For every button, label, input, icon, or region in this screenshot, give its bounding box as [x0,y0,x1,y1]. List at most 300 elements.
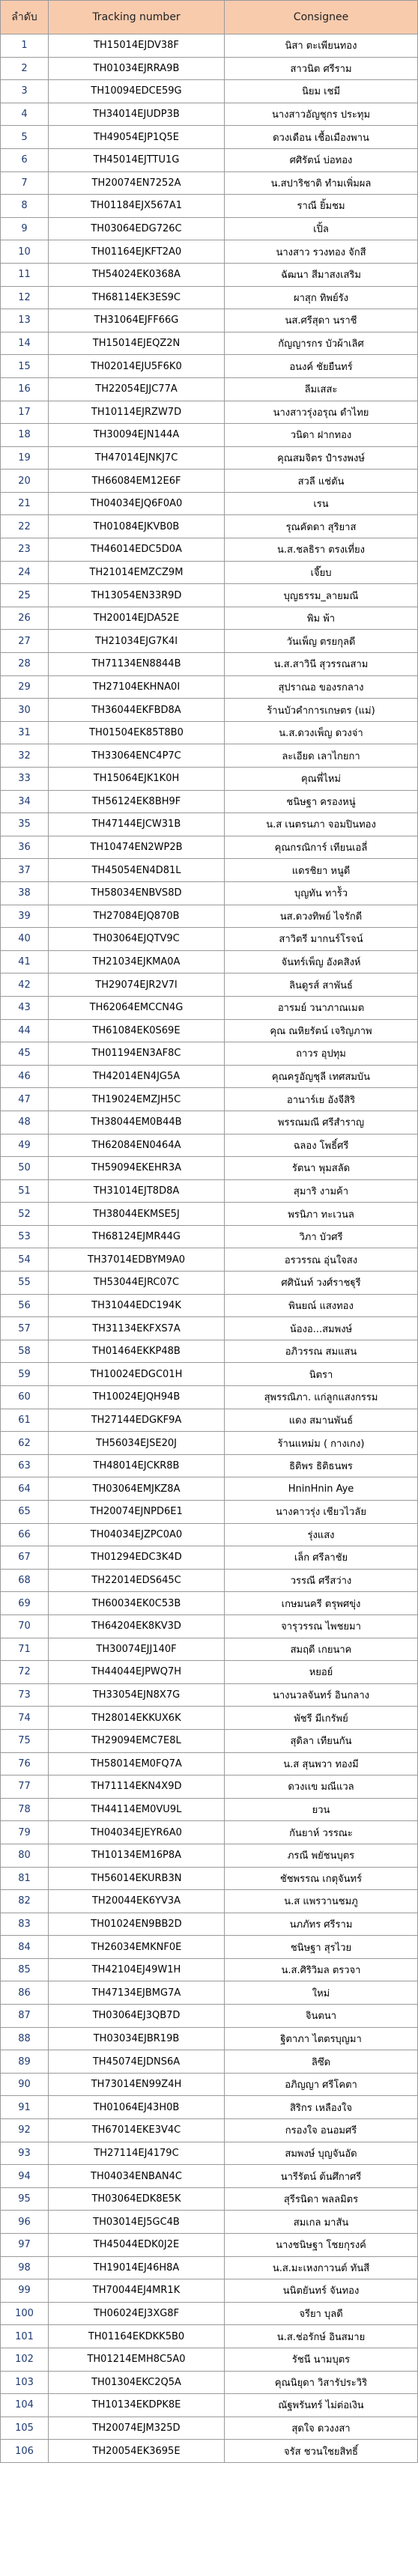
tracking-number-cell: TH20074EJM325D [49,2416,225,2440]
row-number: 36 [1,836,49,859]
tracking-number-cell: TH73014EN99Z4H [49,2073,225,2096]
table-row [1,515,418,538]
tracking-number-cell: TH01184EJX567A1 [49,195,225,218]
row-number: 61 [1,1409,49,1432]
row-number: 40 [1,928,49,951]
table-row [1,1775,418,1799]
consignee-cell: ลีมเสสะ [225,377,418,401]
table-row [1,240,418,264]
tracking-number-cell: TH01034EJRRA9B [49,57,225,80]
table-row [1,263,418,286]
consignee-cell: พัชรี มีเกรัพย์ [225,1707,418,1730]
table-row [1,2302,418,2325]
consignee-cell: จันทร์เพ็ญ อังคสิงห์ [225,950,418,973]
table-row [1,1501,418,1524]
row-number: 81 [1,1867,49,1890]
tracking-number-cell: TH44044EJPWQ7H [49,1661,225,1684]
consignee-cell: น.ส แพรวานชมภู [225,1890,418,1913]
row-number: 25 [1,584,49,607]
table-row [1,836,418,859]
table-row [1,973,418,997]
row-number: 105 [1,2416,49,2440]
row-number: 1 [1,34,49,58]
consignee-cell: ศศินันท์ วงศ์ราชฐุรี [225,1272,418,1295]
table-row [1,2165,418,2188]
tracking-number-cell: TH46014EDC5D0A [49,538,225,562]
tracking-number-cell: TH26034EMKNF0E [49,1936,225,1959]
tracking-number-cell: TH53044EJRC07C [49,1272,225,1295]
table-row [1,1432,418,1455]
row-number: 67 [1,1546,49,1570]
consignee-cell: น.ส.สาวินี สุวรรณสาม [225,653,418,676]
tracking-number-cell: TH29074EJR2V7I [49,973,225,997]
table-row [1,103,418,126]
consignee-cell: นางสาว รวงทอง จักสี [225,240,418,264]
consignee-cell: สวลี แช่ตัน [225,470,418,493]
table-row [1,744,418,768]
row-number: 12 [1,286,49,309]
row-number: 76 [1,1752,49,1775]
row-number: 54 [1,1248,49,1272]
row-number: 56 [1,1294,49,1317]
consignee-cell: นารีรัตน์ ต้นศึกาศรี [225,2165,418,2188]
column-header-tracking-number: Tracking number [49,1,225,34]
row-number: 28 [1,653,49,676]
tracking-number-cell: TH01304EKC2Q5A [49,2371,225,2394]
consignee-cell: ชัชพรรณ เกตุจันทร์ [225,1867,418,1890]
table-row [1,217,418,240]
row-number: 9 [1,217,49,240]
row-number: 91 [1,2096,49,2119]
consignee-cell: สุพรรณิภา. แก่ลูกแสงกรรม [225,1386,418,1409]
tracking-number-cell: TH33054EJN8X7G [49,1683,225,1707]
tracking-number-cell: TH01084EJKVB0B [49,515,225,538]
row-number: 103 [1,2371,49,2394]
row-number: 106 [1,2440,49,2463]
table-row [1,195,418,218]
tracking-number-cell: TH15064EJK1K0H [49,768,225,791]
consignee-cell: ผาสุก ทิพย์รัง [225,286,418,309]
tracking-number-cell: TH10094EDCE59G [49,80,225,103]
row-number: 48 [1,1111,49,1134]
consignee-cell: น.ส.ช่อรักษ์ อินสมาย [225,2325,418,2348]
consignee-cell: อารมย์ วนาภาณเมต [225,996,418,1019]
table-row [1,881,418,905]
tracking-number-cell: TH04034EJEYR6A0 [49,1821,225,1844]
tracking-number-cell: TH29094EMC7E8L [49,1729,225,1752]
tracking-number-cell: TH20054EK3695E [49,2440,225,2463]
tracking-number-cell: TH60034EK0C53B [49,1592,225,1615]
table-row [1,653,418,676]
row-number: 45 [1,1042,49,1066]
table-row [1,561,418,584]
table-row [1,1134,418,1157]
consignee-cell: นิสา ตะเพียนทอง [225,34,418,58]
consignee-cell: HninHnin Aye [225,1477,418,1501]
table-row [1,538,418,562]
table-row [1,2211,418,2234]
consignee-cell: รุณคัดดา สุริยาส [225,515,418,538]
tracking-number-cell: TH15014EJDV38F [49,34,225,58]
table-row [1,1088,418,1111]
row-number: 31 [1,721,49,744]
consignee-cell: น.ส.มะเหงกาวนต์ ทันสี [225,2256,418,2279]
row-number: 44 [1,1019,49,1042]
consignee-cell: จรียา บุลดี [225,2302,418,2325]
consignee-cell: สุปราณอ ของรกลาง [225,675,418,699]
tracking-number-cell: TH37014EDBYM9A0 [49,1248,225,1272]
consignee-cell: นางสาวรุ่งอรุณ ดำไทย [225,401,418,424]
row-number: 4 [1,103,49,126]
row-number: 92 [1,2119,49,2142]
row-number: 51 [1,1179,49,1203]
row-number: 35 [1,813,49,836]
row-number: 32 [1,744,49,768]
consignee-cell: อภิวรรณ สมแสน [225,1340,418,1363]
row-number: 65 [1,1501,49,1524]
row-number: 14 [1,332,49,355]
consignee-cell: หยอย์ [225,1661,418,1684]
row-number: 98 [1,2256,49,2279]
table-row [1,2027,418,2050]
row-number: 21 [1,492,49,515]
row-number: 3 [1,80,49,103]
tracking-number-cell: TH45014EJTTU1G [49,148,225,171]
row-number: 47 [1,1088,49,1111]
consignee-cell: น.ส.ศิริวิมล ตรวจา [225,1958,418,1981]
consignee-cell: พรนิภา ทะเวนล [225,1203,418,1226]
tracking-number-cell: TH10024EJQH94B [49,1386,225,1409]
tracking-number-cell: TH27104EKHNA0I [49,675,225,699]
row-number: 38 [1,881,49,905]
tracking-number-cell: TH61084EK0S69E [49,1019,225,1042]
consignee-cell: สุดิลา เทียนกัน [225,1729,418,1752]
tracking-number-cell: TH04034ENBAN4C [49,2165,225,2188]
consignee-cell: ถาวร อุปทุม [225,1042,418,1066]
row-number: 85 [1,1958,49,1981]
row-number: 95 [1,2187,49,2211]
row-number: 52 [1,1203,49,1226]
row-number: 13 [1,309,49,332]
tracking-number-cell: TH22054EJJC77A [49,377,225,401]
table-header [1,1,418,34]
row-number: 86 [1,1981,49,2005]
row-number: 97 [1,2234,49,2257]
row-number: 23 [1,538,49,562]
table-row [1,309,418,332]
tracking-number-cell: TH34014EJUDP3B [49,103,225,126]
table-row [1,2279,418,2303]
tracking-number-cell: TH04034EJQ6F0A0 [49,492,225,515]
tracking-number-cell: TH19014EJ46H8A [49,2256,225,2279]
table-row [1,1752,418,1775]
consignee-cell: นางนวลจันทร์ อินกลาง [225,1683,418,1707]
row-number: 39 [1,905,49,928]
row-number: 80 [1,1844,49,1867]
tracking-number-cell: TH01194EN3AF8C [49,1042,225,1066]
table-row [1,470,418,493]
consignee-cell: แดรชิยา หนูดี [225,859,418,882]
table-row [1,1867,418,1890]
consignee-cell: ฉัฒนา สีมาสงเสริม [225,263,418,286]
row-number: 101 [1,2325,49,2348]
tracking-number-cell: TH10134EM16P8A [49,1844,225,1867]
consignee-cell: ณัฐพรันทร์ ไม่ต่อเงิน [225,2394,418,2417]
row-number: 10 [1,240,49,264]
consignee-cell: บุญทัน ทาร้ัว [225,881,418,905]
consignee-cell: เจี๊ยบ [225,561,418,584]
table-row [1,2416,418,2440]
tracking-number-cell: TH31014EJT8D8A [49,1179,225,1203]
row-number: 5 [1,126,49,149]
tracking-number-cell: TH28014EKKUX6K [49,1707,225,1730]
tracking-number-cell: TH59094EKEHR3A [49,1157,225,1180]
tracking-number-cell: TH01164EJKFT2A0 [49,240,225,264]
row-number: 37 [1,859,49,882]
consignee-cell: น.ส สุนพวา ทองมี [225,1752,418,1775]
tracking-number-cell: TH66084EM12E6F [49,470,225,493]
table-row [1,1661,418,1684]
table-row [1,332,418,355]
row-number: 88 [1,2027,49,2050]
consignee-cell: รุ่งแสง [225,1523,418,1546]
row-number: 43 [1,996,49,1019]
table-row [1,1272,418,1295]
table-row [1,1981,418,2005]
row-number: 30 [1,699,49,722]
consignee-cell: ราณี ยิ้มชม [225,195,418,218]
row-number: 50 [1,1157,49,1180]
table-row [1,424,418,447]
consignee-cell: สมพงษ์ บุญจันอัด [225,2142,418,2165]
tracking-number-cell: TH19024EMZJH5C [49,1088,225,1111]
table-row [1,607,418,630]
consignee-cell: จรัส ชวนใชยสิทธิ์ [225,2440,418,2463]
consignee-cell: ศศิรัตน์ บ่อทอง [225,148,418,171]
table-row [1,2371,418,2394]
row-number: 84 [1,1936,49,1959]
consignee-cell: พิม พ้า [225,607,418,630]
table-row [1,859,418,882]
row-number: 90 [1,2073,49,2096]
row-number: 68 [1,1569,49,1592]
table-row [1,492,418,515]
tracking-number-cell: TH03064EJ3QB7D [49,2005,225,2028]
row-number: 2 [1,57,49,80]
row-number: 72 [1,1661,49,1684]
consignee-cell: คุณสมจิตร ปำรงพงษ์ [225,446,418,470]
tracking-number-cell: TH70044EJ4MR1K [49,2279,225,2303]
row-number: 57 [1,1317,49,1340]
tracking-number-cell: TH68124EJMR44G [49,1225,225,1248]
table-row [1,1157,418,1180]
consignee-cell: ภรณี พยัชนบุตร [225,1844,418,1867]
tracking-number-cell: TH56124EK8BH9F [49,790,225,813]
table-row [1,401,418,424]
consignee-cell: อนงค์ ชัยยืนทร์ [225,355,418,378]
row-number: 102 [1,2348,49,2371]
table-row [1,1042,418,1066]
tracking-number-cell: TH20014EJDA52E [49,607,225,630]
tracking-number-cell: TH68114EK3ES9C [49,286,225,309]
table-row [1,1546,418,1570]
row-number: 41 [1,950,49,973]
row-number: 73 [1,1683,49,1707]
header-row [1,1,418,34]
consignee-cell: สุรีรนิดา พลลมิตร [225,2187,418,2211]
tracking-number-cell: TH48014EJCKR8B [49,1454,225,1477]
tracking-number-cell: TH42014EN4JG5A [49,1065,225,1088]
consignee-cell: เรน [225,492,418,515]
consignee-cell: สุมาริ งามค้า [225,1179,418,1203]
tracking-number-cell: TH47014EJNKJ7C [49,446,225,470]
consignee-cell: ชนิษฐา ครองหนู่ [225,790,418,813]
tracking-number-cell: TH03064EMJKZ8A [49,1477,225,1501]
row-number: 34 [1,790,49,813]
tracking-number-cell: TH01464EKKP48B [49,1340,225,1363]
table-row [1,1683,418,1707]
table-row [1,699,418,722]
tracking-number-cell: TH22014EDS645C [49,1569,225,1592]
table-row [1,768,418,791]
consignee-cell: น.สปาริชาติ ทำมเพิ่มผล [225,171,418,195]
row-number: 78 [1,1798,49,1821]
consignee-cell: ฉลอง โพธิ์ศรี [225,1134,418,1157]
consignee-cell: นนิตยันทร์ จันทอง [225,2279,418,2303]
consignee-cell: คุณพี่ไหม่ [225,768,418,791]
table-row [1,1523,418,1546]
row-number: 89 [1,2050,49,2074]
tracking-number-cell: TH64204EK8KV3D [49,1614,225,1638]
tracking-number-cell: TH10474EN2WP2B [49,836,225,859]
row-number: 59 [1,1363,49,1386]
consignee-cell: ดวงเเข มณีแวล [225,1775,418,1799]
column-header-consignee: Consignee [225,1,418,34]
row-number: 20 [1,470,49,493]
table-row [1,2096,418,2119]
tracking-number-cell: TH31044EDC194K [49,1294,225,1317]
table-row [1,126,418,149]
tracking-number-cell: TH58014EM0FQ7A [49,1752,225,1775]
table-row [1,1363,418,1386]
consignee-cell: น.ส.ชลธิรา ตรงเที่ยง [225,538,418,562]
table-row [1,2187,418,2211]
consignee-cell: คุณนิยุดา วิสารัประวิริ [225,2371,418,2394]
table-row [1,1317,418,1340]
tracking-number-cell: TH31064EJFF66G [49,309,225,332]
table-row [1,905,418,928]
table-row [1,57,418,80]
row-number: 79 [1,1821,49,1844]
row-number: 58 [1,1340,49,1363]
table-row [1,1592,418,1615]
tracking-number-cell: TH67014EKE3V4C [49,2119,225,2142]
consignee-cell: ใหม่ [225,1981,418,2005]
consignee-cell: คุณ ณหิยรัตน์ เจริญภาพ [225,1019,418,1042]
table-row [1,1936,418,1959]
table-row [1,721,418,744]
table-row [1,2119,418,2142]
tracking-number-cell: TH20074EN7252A [49,171,225,195]
consignee-cell: ชนิษฐา สุรไวย [225,1936,418,1959]
table-row [1,2234,418,2257]
table-row [1,996,418,1019]
consignee-cell: สาวนิต ศรีราม [225,57,418,80]
consignee-cell: รัตนา พุมสลัด [225,1157,418,1180]
consignee-cell: คุณกรณิการ์ เทียนเอลี่ [225,836,418,859]
consignee-cell: วันเพ็ญ ตรยกุลดี [225,630,418,653]
tracking-number-cell: TH45044EDK0J2E [49,2234,225,2257]
table-row [1,171,418,195]
row-number: 18 [1,424,49,447]
row-number: 77 [1,1775,49,1799]
consignee-cell: อภิญญา ศรีโคตา [225,2073,418,2096]
table-row [1,1248,418,1272]
row-number: 82 [1,1890,49,1913]
consignee-cell: กัญญารกร บัวผ้าเลิศ [225,332,418,355]
tracking-number-cell: TH27084EJQ870B [49,905,225,928]
tracking-number-cell: TH62064EMCCN4G [49,996,225,1019]
consignee-cell: รัชนี นามบุตร [225,2348,418,2371]
row-number: 99 [1,2279,49,2303]
row-number: 24 [1,561,49,584]
table-row [1,790,418,813]
tracking-number-cell: TH27144EDGKF9A [49,1409,225,1432]
table-row [1,1729,418,1752]
table-row [1,1707,418,1730]
tracking-number-cell: TH38044EKMSE5J [49,1203,225,1226]
row-number: 83 [1,1913,49,1936]
tracking-number-cell: TH01024EN9BB2D [49,1913,225,1936]
consignee-cell: บุญธรรม_ลายมณี [225,584,418,607]
consignee-cell: สมเกล มาสัน [225,2211,418,2234]
row-number: 19 [1,446,49,470]
tracking-number-cell: TH56034EJSE20J [49,1432,225,1455]
row-number: 6 [1,148,49,171]
row-number: 22 [1,515,49,538]
row-number: 104 [1,2394,49,2417]
row-number: 70 [1,1614,49,1638]
tracking-number-cell: TH01214EMH8C5A0 [49,2348,225,2371]
table-row [1,2073,418,2096]
consignee-cell: ดวงเดือน เชื้อเมืองพาน [225,126,418,149]
consignee-cell: วิภา บัวศรี [225,1225,418,1248]
tracking-number-cell: TH13054EN33R9D [49,584,225,607]
row-number: 63 [1,1454,49,1477]
tracking-number-cell: TH03034EJBR19B [49,2027,225,2050]
consignee-cell: ละเอียด เลาไกยกา [225,744,418,768]
row-number: 60 [1,1386,49,1409]
consignee-cell: เปิ้ล [225,217,418,240]
tracking-number-cell: TH30074EJJ140F [49,1638,225,1661]
table-row [1,1638,418,1661]
table-row [1,1890,418,1913]
tracking-number-cell: TH20074EJNPD6E1 [49,1501,225,1524]
table-row [1,1340,418,1363]
table-row [1,2005,418,2028]
row-number: 46 [1,1065,49,1088]
row-number: 42 [1,973,49,997]
tracking-number-cell: TH10114EJRZW7D [49,401,225,424]
consignee-cell: นางสาวอัญชุกร ประทุม [225,103,418,126]
consignee-cell: อรวรรณ อุ่นใจสง [225,1248,418,1272]
row-number: 100 [1,2302,49,2325]
tracking-number-cell: TH33064ENC4P7C [49,744,225,768]
table-row [1,1294,418,1317]
column-header-number: ลำดับ [1,1,49,34]
consignee-cell: ร้านแหม่ม ( กางเกง) [225,1432,418,1455]
tracking-number-cell: TH15014EJEQZ2N [49,332,225,355]
